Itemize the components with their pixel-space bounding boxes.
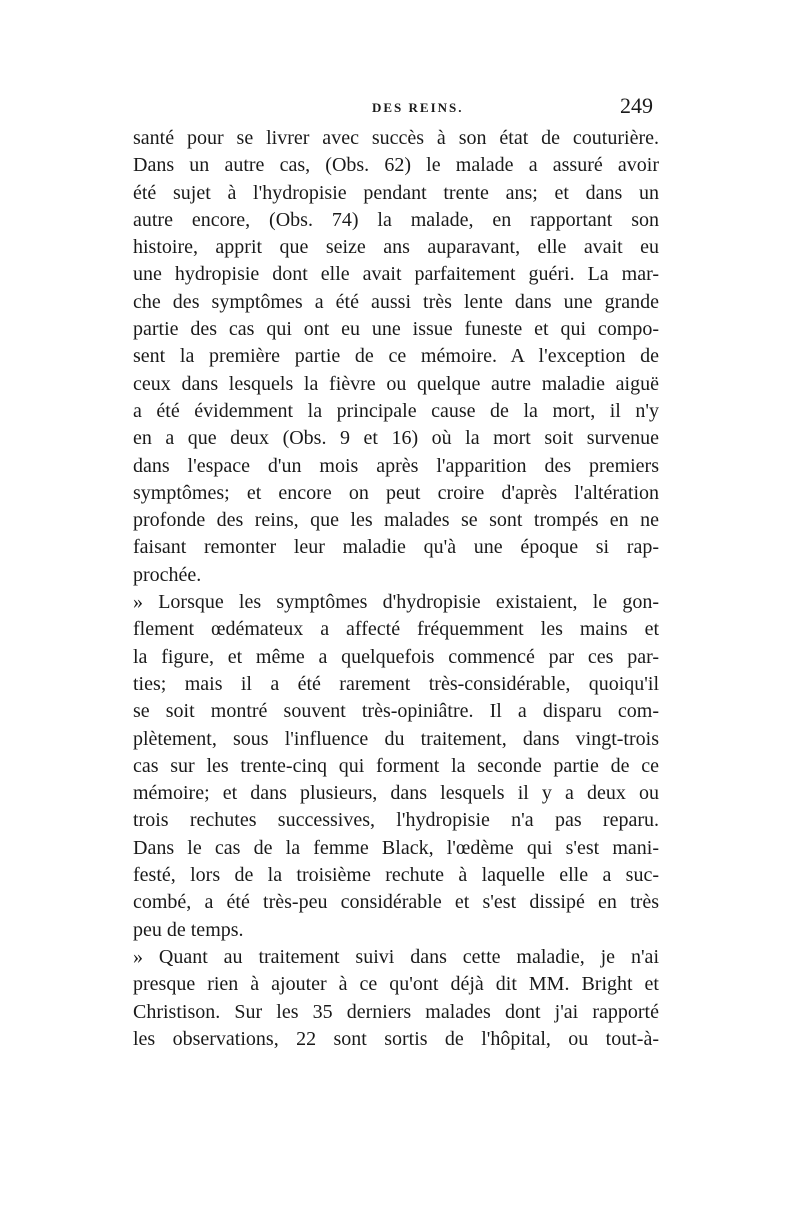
text-line: symptômes; et encore on peut croire d'après l'altération	[133, 481, 659, 504]
text-line: sent la première partie de ce mémoire. A l'exception de	[133, 345, 659, 368]
text-line: se soit montré souvent très-opiniâtre. Il a disparu com-	[133, 700, 659, 723]
text-line: festé, lors de la troisième rechute à laquelle elle a suc-	[133, 864, 659, 887]
text-line: a été évidemment la principale cause de la mort, il n'y	[133, 399, 659, 422]
text-line: faisant remonter leur maladie qu'à une époque si rap-	[133, 536, 659, 559]
text-line: prochée.	[133, 563, 202, 586]
text-line: partie des cas qui ont eu une issue funeste et qui compo-	[133, 318, 659, 341]
text-line: les observations, 22 sont sortis de l'hôpital, ou tout-à-	[133, 1027, 659, 1050]
text-line: Dans un autre cas, (Obs. 62) le malade a assuré avoir	[133, 154, 659, 177]
text-line: la figure, et même a quelquefois commencé par ces par-	[133, 645, 659, 668]
body-text	[133, 125, 659, 1053]
text-line: santé pour se livrer avec succès à son état de couturière.	[133, 127, 659, 149]
text-line: une hydropisie dont elle avait parfaitement guéri. La mar-	[133, 263, 659, 286]
text-line: ceux dans lesquels la fièvre ou quelque autre maladie aiguë	[133, 372, 659, 395]
page-number: 249	[620, 93, 653, 118]
text-line: trois rechutes successives, l'hydropisie n'a pas reparu.	[133, 809, 659, 832]
text-line: histoire, apprit que seize ans auparavant, elle avait eu	[133, 236, 659, 259]
text-line: cas sur les trente-cinq qui forment la seconde partie de ce	[133, 754, 659, 777]
text-line: Dans le cas de la femme Black, l'œdème qui s'est mani-	[133, 836, 659, 859]
text-line: peu de temps.	[133, 918, 244, 941]
running-head: DES REINS.	[372, 100, 464, 115]
text-line: en a que deux (Obs. 9 et 16) où la mort soit survenue	[133, 427, 659, 450]
text-line: autre encore, (Obs. 74) la malade, en rapportant son	[133, 208, 659, 231]
text-line: ties; mais il a été rarement très-considérable, quoiqu'il	[133, 672, 659, 695]
text-line: mémoire; et dans plusieurs, dans lesquels il y a deux ou	[133, 782, 659, 805]
text-line: dans l'espace d'un mois après l'apparition des premiers	[133, 454, 659, 477]
text-line: » Quant au traitement suivi dans cette maladie, je n'ai	[133, 945, 659, 968]
text-line: presque rien à ajouter à ce qu'ont déjà dit MM. Bright et	[133, 973, 659, 996]
text-line: che des symptômes a été aussi très lente dans une grande	[133, 290, 659, 313]
text-line: été sujet à l'hydropisie pendant trente ans; et dans un	[133, 181, 659, 204]
text-line: Christison. Sur les 35 derniers malades dont j'ai rapporté	[133, 1000, 659, 1023]
text-line: profonde des reins, que les malades se sont trompés en ne	[133, 509, 659, 532]
text-line: » Lorsque les symptômes d'hydropisie existaient, le gon-	[133, 591, 659, 614]
text-line: plètement, sous l'influence du traitement, dans vingt-trois	[133, 727, 659, 750]
text-line: flement œdémateux a affecté fréquemment les mains et	[133, 618, 659, 641]
text-line: combé, a été très-peu considérable et s'est dissipé en très	[133, 891, 659, 914]
